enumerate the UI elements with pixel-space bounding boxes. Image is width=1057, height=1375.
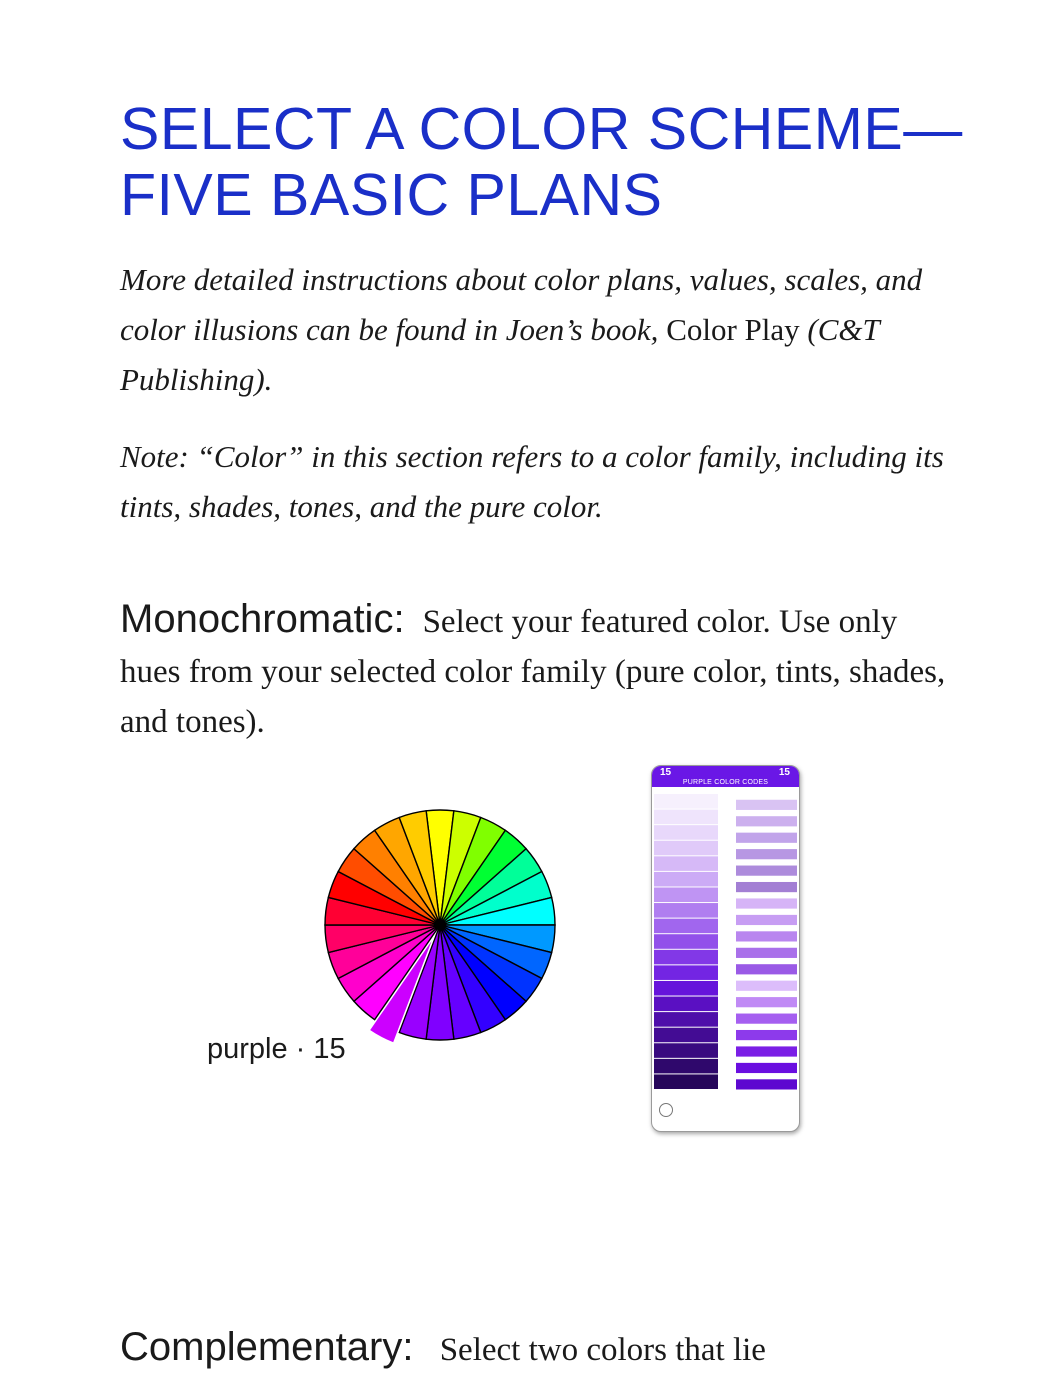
monochromatic-label: Monochromatic: (120, 597, 405, 641)
card-swatch-left (654, 1074, 718, 1089)
card-swatch-left (654, 825, 718, 840)
card-swatch-right (736, 800, 797, 810)
card-swatch-left (654, 950, 718, 965)
card-swatch-right (736, 931, 797, 941)
monochromatic-text: Select your featured color. Use only hues from your selected color family (pure color, tints, shades, and tones). (120, 604, 946, 740)
card-number-left: 15 (660, 767, 672, 778)
card-swatch-left (654, 810, 718, 825)
title-line-2: FIVE BASIC PLANS (120, 162, 663, 228)
card-swatch-left (654, 1059, 718, 1074)
card-swatch-right (736, 948, 797, 958)
card-swatch-left (654, 903, 718, 918)
intro-text: More detailed instructions about color plans, values, scales, and color illusions can be found in Joen’s book, (120, 262, 923, 347)
intro-publisher: (C&T Publishing). (120, 312, 880, 397)
card-swatch-right (736, 1079, 797, 1089)
card-title: PURPLE COLOR CODES (682, 779, 769, 786)
color-wheel-label: purple · 15 (207, 1033, 346, 1065)
note-paragraph: Note: “Color” in this section refers to a color family, including its tints, shades, tones, and the pure color. (120, 439, 944, 524)
card-swatch-left (654, 981, 718, 996)
card-swatch-right (736, 866, 797, 876)
book-title: Color Play (666, 312, 800, 347)
complementary-heading-partial: Complementary: Select two colors that lie (120, 1325, 766, 1369)
card-swatch-right (736, 1046, 797, 1056)
card-swatch-left (654, 997, 718, 1012)
card-swatch-left (654, 887, 718, 902)
card-swatch-left (654, 841, 718, 856)
card-swatch-left (654, 934, 718, 949)
card-swatch-right (736, 1014, 797, 1024)
purple-color-code-card (651, 765, 800, 1132)
card-swatch-left (654, 919, 718, 934)
card-swatch-left (654, 1012, 718, 1027)
card-punch-hole (659, 1103, 673, 1117)
page-title (120, 96, 963, 228)
card-number-right: 15 (778, 767, 790, 778)
card-swatch-right (736, 915, 797, 925)
card-swatch-right (736, 816, 797, 826)
card-swatch-left (654, 794, 718, 809)
card-swatches (654, 792, 797, 1096)
card-swatch-right (736, 997, 797, 1007)
card-swatch-left (654, 1043, 718, 1058)
color-wheel (318, 800, 568, 1050)
card-swatch-right (736, 981, 797, 991)
card-swatch-right (736, 833, 797, 843)
monochromatic-section (120, 594, 950, 747)
card-swatch-left (654, 872, 718, 887)
card-swatch-left (654, 856, 718, 871)
intro-paragraph (120, 255, 950, 405)
card-swatch-right (736, 1063, 797, 1073)
card-swatch-left (654, 1028, 718, 1043)
card-swatch-right (736, 882, 797, 892)
title-line-1: SELECT A COLOR SCHEME— (120, 96, 963, 162)
card-header (652, 766, 799, 787)
card-swatch-right (736, 964, 797, 974)
card-swatch-right (736, 1030, 797, 1040)
card-swatch-right (736, 898, 797, 908)
card-swatch-left (654, 965, 718, 980)
card-swatch-right (736, 849, 797, 859)
